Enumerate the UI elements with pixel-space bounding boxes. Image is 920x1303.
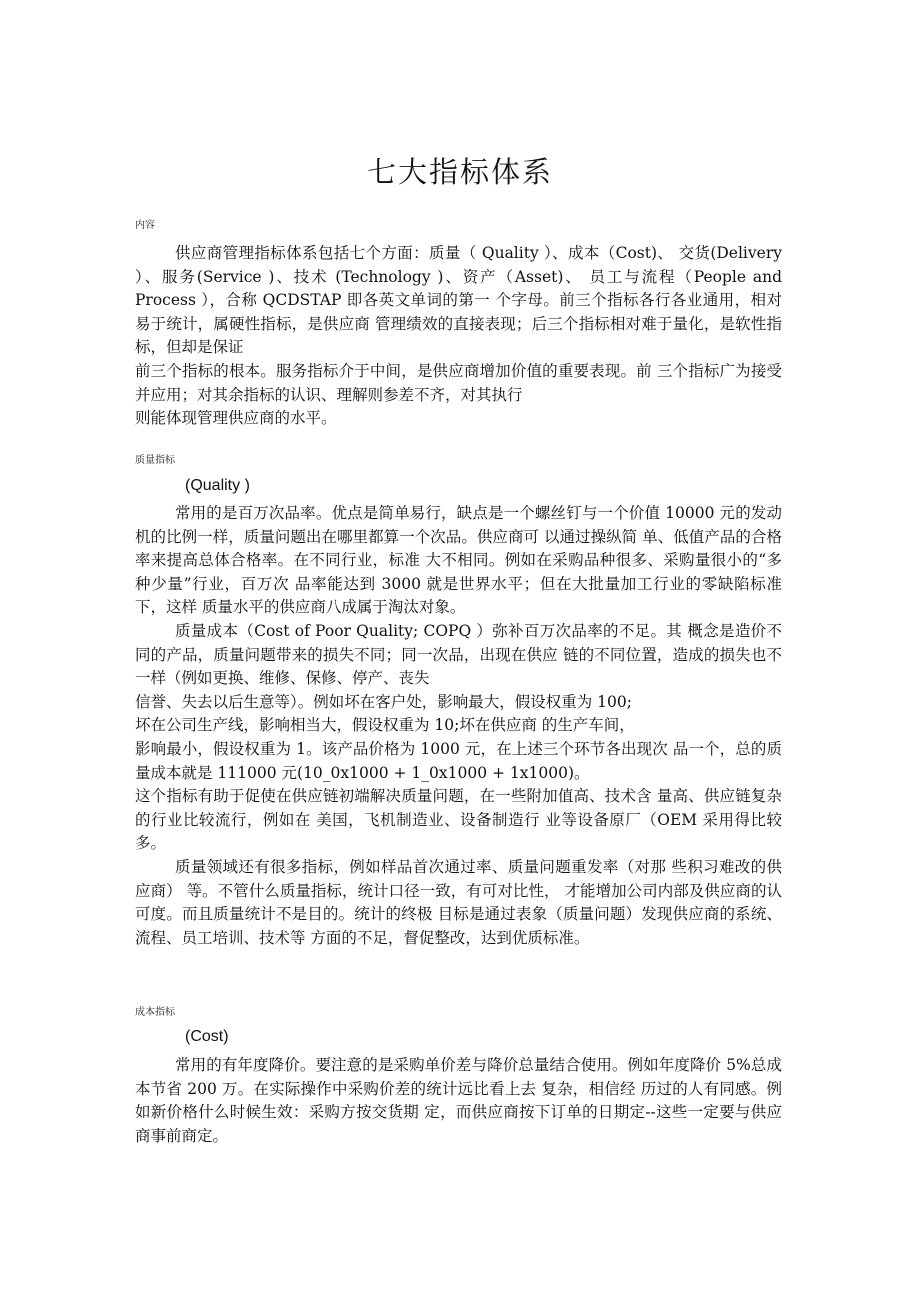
quality-paragraph: 信誉、失去以后生意等）。例如坏在客户处，影响最大，假设权重为 100; (135, 692, 632, 711)
cost-subtitle: (Cost) (185, 1028, 229, 1045)
intro-paragraph: 前三个指标的根本。服务指标介于中间，是供应商增加价值的重要表现。前 三个指标广为接受并应用；对其余指标的认识、理解则参差不齐，对其执行 (135, 361, 782, 404)
intro-paragraph: 则能体现管理供应商的水平。 (135, 409, 337, 428)
quality-paragraph: 质量成本（Cost of Poor Quality; COPQ ）弥补百万次品率的不足。其 概念是造价不同的产品，质量问题带来的损失不同；同一次品，出现在供应 链的不同位置，造成的损失也不一样（例如更换、维修、保修、停产、丧失 (135, 621, 782, 688)
section-label-cost: 成本指标 (135, 1007, 175, 1018)
section-label-quality: 质量指标 (135, 455, 175, 466)
intro-paragraph: 供应商管理指标体系包括七个方面：质量（ Quality ）、成本（Cost)、 交货(Delivery ）、服务(Service )、技术 (Technology )、资产（Asset)、 员工与流程（People and Process ），合称 QCDSTAP 即各英文单词的第一 个字母。前三个指标各行各业通用，相对易于统计，属硬性指标，是供应商 管理绩效的直接表现；后三个指标相对难于量化，是软性指标，但却是保证 (135, 244, 782, 357)
page-title: 七大指标体系 (366, 155, 553, 189)
quality-subtitle: (Quality ) (185, 477, 250, 494)
cost-section (135, 1054, 782, 1148)
quality-paragraph: 这个指标有助于促使在供应链初端解决质量问题，在一些附加值高、技术含 量高、供应链复杂的行业比较流行，例如在 美国，飞机制造业、设备制造行 业等设备原厂（OEM 采用得比较多。 (135, 787, 782, 853)
cost-paragraph: 常用的有年度降价。要注意的是采购单价差与降价总量结合使用。例如年度降价 5%总成本节省 200 万。在实际操作中采购价差的统计远比看上去 复杂，相信经 历过的人有同感。例如新价格什么时候生效：采购方按交货期 定，而供应商按下订单的日期定--这些一定要与供应商事前商定。 (135, 1056, 782, 1145)
quality-paragraph: 影响最小，假设权重为 1。该产品价格为 1000 元，在上述三个环节各出现次 品一个，总的质量成本就是 111000 元(10_0x1000 + 1_0x1000 + 1x1000)。 (135, 739, 782, 782)
quality-paragraph: 坏在公司生产线，影响相当大，假设权重为 10;坏在供应商 的生产车间， (135, 716, 635, 735)
section-label-intro: 内容 (135, 220, 155, 231)
intro-section (135, 242, 782, 431)
quality-section (135, 502, 782, 950)
quality-paragraph: 质量领域还有很多指标，例如样品首次通过率、质量问题重发率（对那 些积习难改的供应商） 等。不管什么质量指标，统计口径一致，有可对比性， 才能增加公司内部及供应商的认可度。而且质量统计不是目的。统计的终极 目标是通过表象（质量问题）发现供应商的系统、流程、员工培训、技术等 方面的不足，督促整改，达到优质标准。 (135, 857, 782, 947)
quality-paragraph: 常用的是百万次品率。优点是简单易行，缺点是一个螺丝钉与一个价值 10000 元的发动机的比例一样，质量问题出在哪里都算一个次品。供应商可 以通过操纵简 单、低值产品的合格率来提高总体合格率。在不同行业，标准 大不相同。例如在采购品种很多、采购量很小的“多种少量”行业，百万次 品率能达到 3000 就是世界水平；但在大批量加工行业的零缺陷标准下，这样 质量水平的供应商八成属于淘汰对象。 (135, 504, 782, 617)
